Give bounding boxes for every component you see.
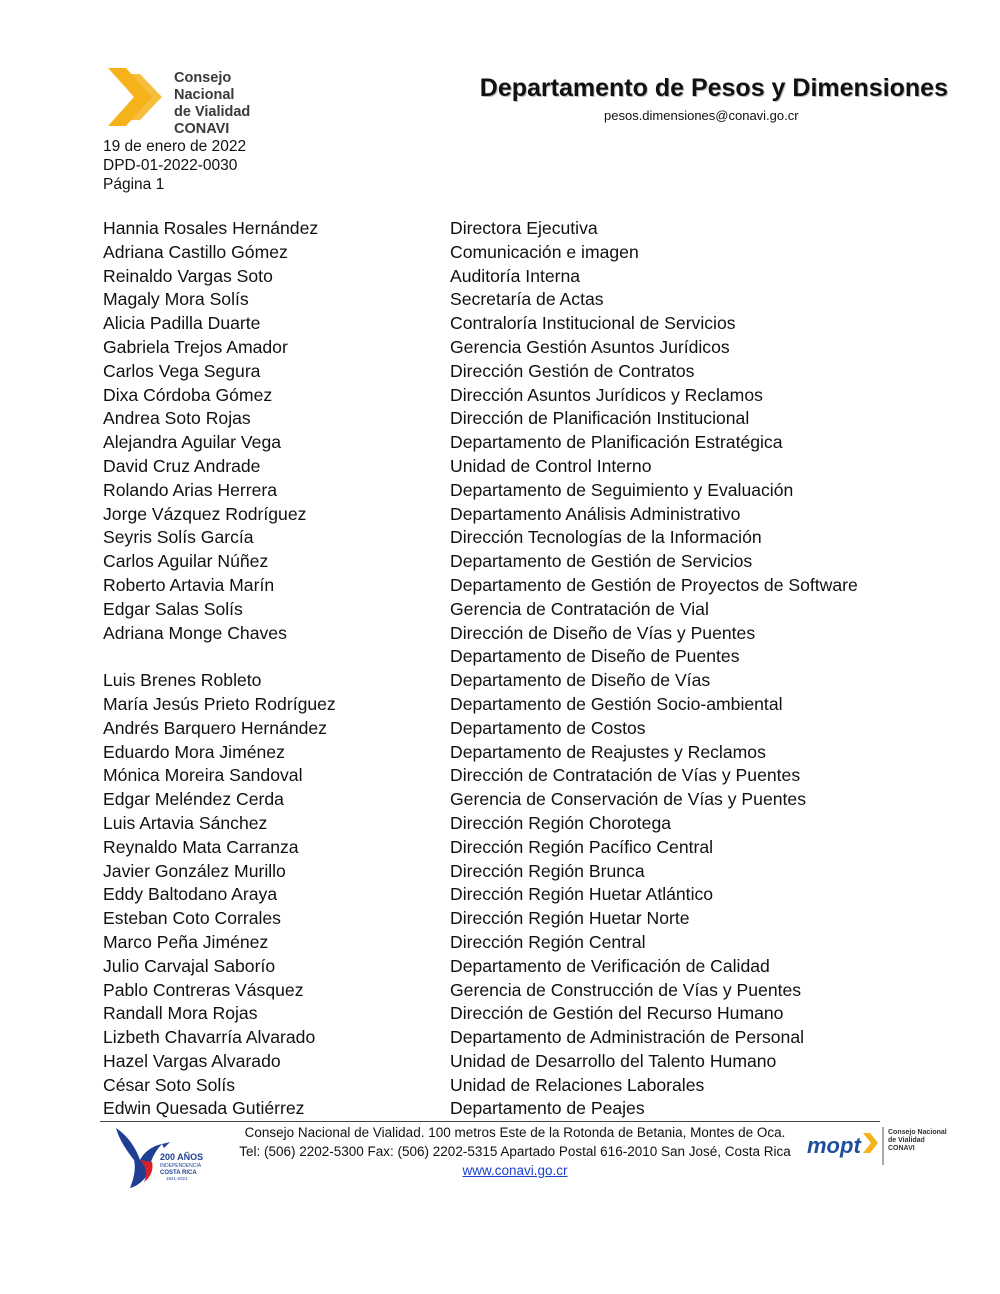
recipient-department: Dirección Tecnologías de la Información <box>450 527 762 548</box>
mopt-conavi-line-2: de Vialidad <box>888 1137 925 1144</box>
recipient-department: Secretaría de Actas <box>450 289 604 310</box>
logo-line-3: CONAVI <box>174 121 230 137</box>
table-row <box>103 479 903 503</box>
table-row <box>103 693 903 717</box>
recipient-name: Carlos Vega Segura <box>103 360 261 381</box>
website-link[interactable]: www.conavi.go.cr <box>462 1163 568 1178</box>
recipient-name: Mónica Moreira Sandoval <box>103 765 303 786</box>
recipient-department: Unidad de Relaciones Laborales <box>450 1074 705 1095</box>
table-row <box>103 883 903 907</box>
recipient-name: Julio Carvajal Saborío <box>103 955 276 976</box>
recipient-department: Contraloría Institucional de Servicios <box>450 313 736 334</box>
mopt-chevron-icon <box>863 1133 878 1153</box>
recipient-department: Unidad de Control Interno <box>450 455 652 476</box>
document-date: 19 de enero de 2022 <box>103 138 247 155</box>
recipient-name: Dixa Córdoba Gómez <box>103 384 273 405</box>
recipient-name: Edgar Meléndez Cerda <box>103 789 284 810</box>
table-row <box>103 907 903 931</box>
recipient-name: Gabriela Trejos Amador <box>103 336 288 357</box>
recipient-department: Directora Ejecutiva <box>450 218 598 238</box>
recipient-department: Dirección Región Brunca <box>450 860 645 881</box>
document-page: Página 1 <box>103 176 165 193</box>
bicentennial-line-1: 200 AÑOS <box>160 1152 204 1162</box>
recipient-department: Dirección Región Central <box>450 931 646 952</box>
recipient-name: Luis Artavia Sánchez <box>103 812 268 833</box>
recipient-department: Departamento Análisis Administrativo <box>450 503 741 524</box>
mopt-wordmark: mopt <box>807 1133 861 1158</box>
recipient-name: Carlos Aguilar Núñez <box>103 551 269 572</box>
recipient-name: Rolando Arias Herrera <box>103 479 278 500</box>
recipient-department: Departamento de Gestión de Proyectos de Software <box>450 574 858 595</box>
table-row <box>103 717 903 741</box>
recipient-department: Gerencia Gestión Asuntos Jurídicos <box>450 336 730 357</box>
recipient-name: Seyris Solís García <box>103 527 254 548</box>
recipient-department: Gerencia de Construcción de Vías y Puentes <box>450 979 802 1000</box>
table-row <box>103 217 903 241</box>
recipient-department: Departamento de Gestión de Servicios <box>450 551 753 572</box>
table-row <box>103 764 903 788</box>
recipient-department: Departamento de Verificación de Calidad <box>450 955 770 976</box>
recipient-department: Departamento de Diseño de Puentes <box>450 646 740 667</box>
recipient-name: Reynaldo Mata Carranza <box>103 836 299 857</box>
recipient-department: Departamento de Administración de Personal <box>450 1027 805 1048</box>
recipient-name: Adriana Castillo Gómez <box>103 241 288 262</box>
table-row <box>103 265 903 289</box>
table-row <box>103 860 903 884</box>
table-row <box>103 836 903 860</box>
table-row <box>103 241 903 265</box>
recipient-name: Adriana Monge Chaves <box>103 622 287 643</box>
recipient-name: Pablo Contreras Vásquez <box>103 979 304 1000</box>
recipient-name: Alicia Padilla Duarte <box>103 313 261 334</box>
recipient-list <box>103 217 903 1121</box>
recipient-name: Javier González Murillo <box>103 860 286 881</box>
table-row <box>103 574 903 598</box>
recipient-department: Dirección de Gestión del Recurso Humano <box>450 1003 784 1024</box>
recipient-name: Andrea Soto Rojas <box>103 408 251 429</box>
recipient-name: Lizbeth Chavarría Alvarado <box>103 1027 316 1048</box>
recipient-name: María Jesús Prieto Rodríguez <box>103 693 336 714</box>
recipient-name: Marco Peña Jiménez <box>103 931 269 952</box>
recipient-department: Comunicación e imagen <box>450 241 639 262</box>
table-row <box>103 741 903 765</box>
logo-line-2: de Vialidad <box>174 104 251 120</box>
table-row <box>103 1002 903 1026</box>
recipient-department: Dirección de Diseño de Vías y Puentes <box>450 622 756 643</box>
recipient-department: Dirección Gestión de Contratos <box>450 360 695 381</box>
table-row <box>103 931 903 955</box>
table-row <box>103 384 903 408</box>
bicentennial-line-2: INDEPENDENCIA <box>160 1163 202 1169</box>
recipient-department: Auditoría Interna <box>450 265 581 286</box>
recipient-department: Dirección Asuntos Jurídicos y Reclamos <box>450 384 763 405</box>
recipient-department: Dirección de Contratación de Vías y Puentes <box>450 765 801 786</box>
recipient-name: Alejandra Aguilar Vega <box>103 432 282 453</box>
recipient-name: Reinaldo Vargas Soto <box>103 265 273 286</box>
recipient-name: Hazel Vargas Alvarado <box>103 1050 281 1071</box>
footer-divider <box>100 1121 880 1122</box>
conavi-chevron-icon <box>104 64 170 130</box>
recipient-name: Luis Brenes Robleto <box>103 670 262 691</box>
recipient-department: Gerencia de Conservación de Vías y Puentes <box>450 789 806 810</box>
bicentennial-hummingbird-icon <box>108 1122 213 1190</box>
table-row <box>103 431 903 455</box>
table-row <box>103 955 903 979</box>
mopt-conavi-logo <box>807 1125 947 1170</box>
recipient-name: Edwin Quesada Gutiérrez <box>103 1098 305 1119</box>
recipient-department: Dirección Región Huetar Norte <box>450 908 690 929</box>
recipient-department: Departamento de Peajes <box>450 1098 645 1119</box>
footer-line-1: Consejo Nacional de Vialidad. 100 metros Este de la Rotonda de Betania, Montes de Oca. <box>244 1125 786 1140</box>
recipient-department: Departamento de Seguimiento y Evaluación <box>450 479 794 500</box>
table-row <box>103 979 903 1003</box>
footer-line-2: Tel: (506) 2202-5300 Fax: (506) 2202-5315 Apartado Postal 616-2010 San José, Costa Rica <box>239 1144 791 1159</box>
mopt-conavi-line-3: CONAVI <box>888 1145 915 1152</box>
recipient-name: César Soto Solís <box>103 1074 236 1095</box>
table-row <box>103 526 903 550</box>
table-row <box>103 812 903 836</box>
table-row <box>103 598 903 622</box>
recipient-name: Jorge Vázquez Rodríguez <box>103 503 307 524</box>
document-meta <box>103 137 246 194</box>
table-row <box>103 360 903 384</box>
recipient-department: Departamento de Costos <box>450 717 646 738</box>
recipient-department: Unidad de Desarrollo del Talento Humano <box>450 1050 777 1071</box>
recipient-department: Departamento de Planificación Estratégica <box>450 432 783 453</box>
table-row <box>103 550 903 574</box>
recipient-name: Andrés Barquero Hernández <box>103 717 327 738</box>
table-row <box>103 622 903 646</box>
bicentennial-line-3: COSTA RICA <box>160 1170 197 1176</box>
recipient-name: Eddy Baltodano Araya <box>103 884 278 905</box>
table-row <box>103 503 903 527</box>
table-row <box>103 336 903 360</box>
table-row <box>103 407 903 431</box>
recipient-department: Departamento de Gestión Socio-ambiental <box>450 693 783 714</box>
table-row <box>103 288 903 312</box>
recipient-department: Departamento de Reajustes y Reclamos <box>450 741 766 762</box>
recipient-name: Esteban Coto Corrales <box>103 908 281 929</box>
table-row <box>103 1026 903 1050</box>
table-row <box>103 645 903 669</box>
recipient-name: Magaly Mora Solís <box>103 289 249 310</box>
mopt-conavi-line-1: Consejo Nacional <box>888 1129 947 1136</box>
table-row <box>103 1097 903 1121</box>
table-row <box>103 669 903 693</box>
table-row <box>103 455 903 479</box>
recipient-department: Dirección Región Pacífico Central <box>450 836 714 857</box>
conavi-logo <box>104 64 294 137</box>
recipient-name: Randall Mora Rojas <box>103 1003 258 1024</box>
table-row <box>103 788 903 812</box>
recipient-name: Hannia Rosales Hernández <box>103 218 319 238</box>
recipient-department: Departamento de Diseño de Vías <box>450 670 711 691</box>
recipient-department: Gerencia de Contratación de Vial <box>450 598 709 619</box>
recipient-name: Roberto Artavia Marín <box>103 574 275 595</box>
recipient-department: Dirección de Planificación Institucional <box>450 408 750 429</box>
department-email: pesos.dimensiones@conavi.go.cr <box>604 108 799 123</box>
recipient-name: Edgar Salas Solís <box>103 598 243 619</box>
bicentennial-line-4: 1821-2021 <box>166 1176 188 1181</box>
logo-line-1: Consejo Nacional <box>174 70 235 103</box>
table-row <box>103 312 903 336</box>
footer-address <box>210 1123 820 1180</box>
logo-text <box>174 70 294 138</box>
recipient-name: Eduardo Mora Jiménez <box>103 741 285 762</box>
table-row <box>103 1050 903 1074</box>
table-row <box>103 1074 903 1098</box>
recipient-department: Dirección Región Huetar Atlántico <box>450 884 714 905</box>
recipient-department: Dirección Región Chorotega <box>450 812 672 833</box>
document-reference: DPD-01-2022-0030 <box>103 157 238 174</box>
department-title: Departamento de Pesos y Dimensiones <box>479 74 948 102</box>
recipient-name: David Cruz Andrade <box>103 455 261 476</box>
